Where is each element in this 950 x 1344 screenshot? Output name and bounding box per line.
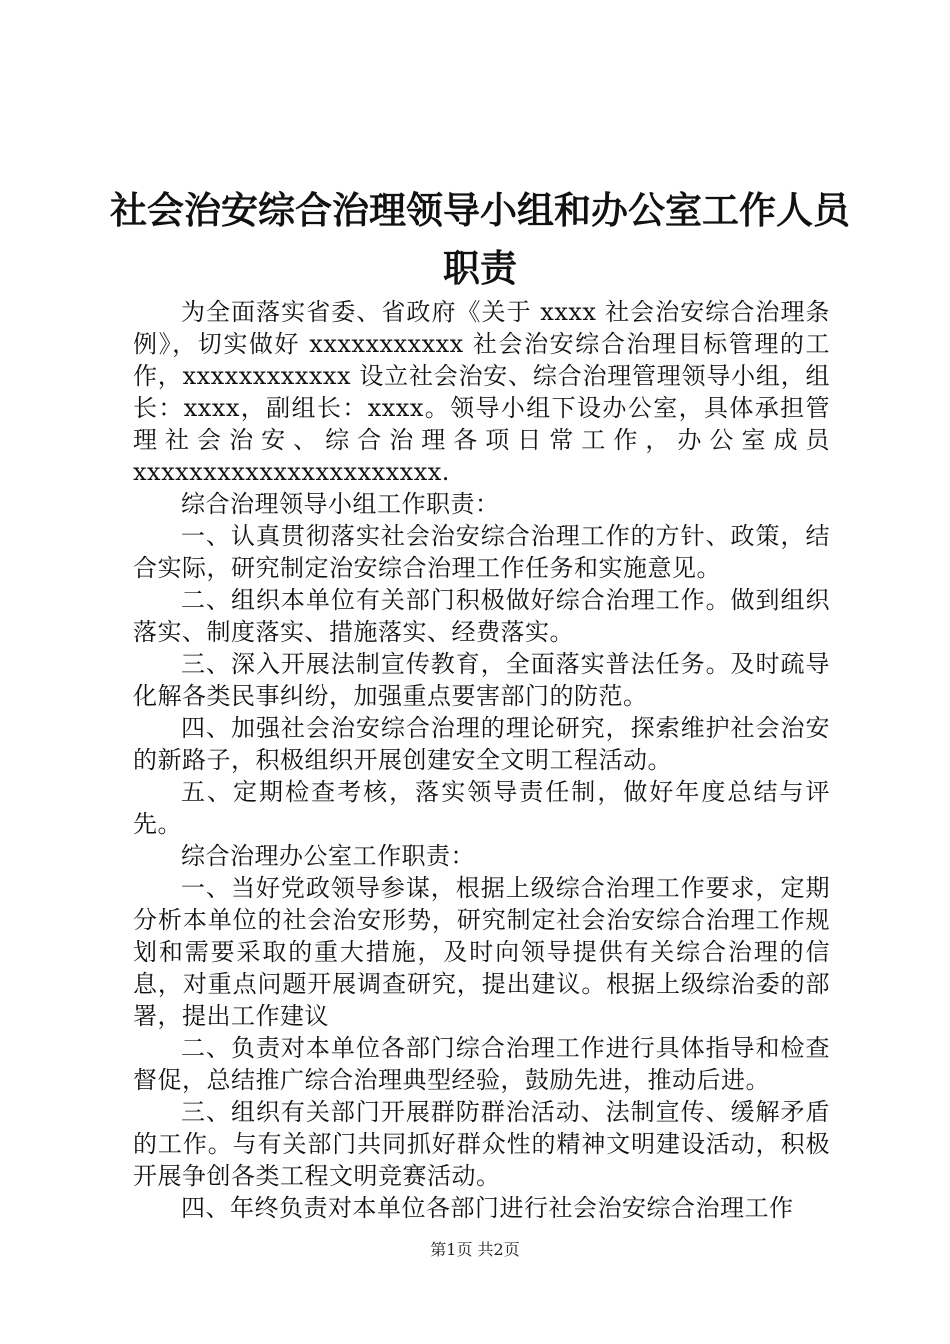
document-title-line-1: 社会治安综合治理领导小组和办公室工作人员 [110,188,850,232]
paragraph-group-duty-4: 四、加强社会治安综合治理的理论研究，探索维护社会治安的新路子，积极组织开展创建安全文明工程活动。 [133,714,830,774]
paragraph-group-duty-2: 二、组织本单位有关部门积极做好综合治理工作。做到组织落实、制度落实、措施落实、经费落实。 [133,586,830,646]
paragraph-office-duty-3: 三、组织有关部门开展群防群治活动、法制宣传、缓解矛盾的工作。与有关部门共同抓好群众性的精神文明建设活动，积极开展争创各类工程文明竞赛活动。 [133,1098,830,1190]
paragraph-intro: 为全面落实省委、省政府《关于 xxxx 社会治安综合治理条例》，切实做好 xxxxxxxxxxx 社会治安综合治理目标管理的工作，xxxxxxxxxxxx 设立社会治安、综合治理管理领导小组，组长：xxxx，副组长：xxxx。领导小组下设办公室，具体承担管理社会治安、综合治理各项日常工作，办公室成员 xxxxxxxxxxxxxxxxxxxxxx. [133,298,830,486]
section-heading-office: 综合治理办公室工作职责： [181,842,475,870]
paragraph-office-duty-1: 一、当好党政领导参谋，根据上级综合治理工作要求，定期分析本单位的社会治安形势，研究制定社会治安综合治理工作规划和需要采取的重大措施，及时向领导提供有关综合治理的信息，对重点问题开展调查研究，提出建议。根据上级综治委的部署，提出工作建议 [133,874,830,1030]
document-title-line-2: 职责 [443,246,517,290]
paragraph-office-duty-2: 二、负责对本单位各部门综合治理工作进行具体指导和检查督促，总结推广综合治理典型经验，鼓励先进，推动后进。 [133,1034,830,1094]
paragraph-group-duty-5: 五、定期检查考核，落实领导责任制，做好年度总结与评先。 [133,778,830,838]
section-heading-leading-group: 综合治理领导小组工作职责： [181,490,500,518]
paragraph-office-duty-4: 四、年终负责对本单位各部门进行社会治安综合治理工作 [181,1194,794,1222]
page-footer: 第1页 共2页 [430,1240,520,1259]
paragraph-group-duty-3: 三、深入开展法制宣传教育，全面落实普法任务。及时疏导化解各类民事纠纷，加强重点要害部门的防范。 [133,650,830,710]
document-body [133,296,830,1224]
paragraph-group-duty-1: 一、认真贯彻落实社会治安综合治理工作的方针、政策，结合实际，研究制定治安综合治理工作任务和实施意见。 [133,522,830,582]
